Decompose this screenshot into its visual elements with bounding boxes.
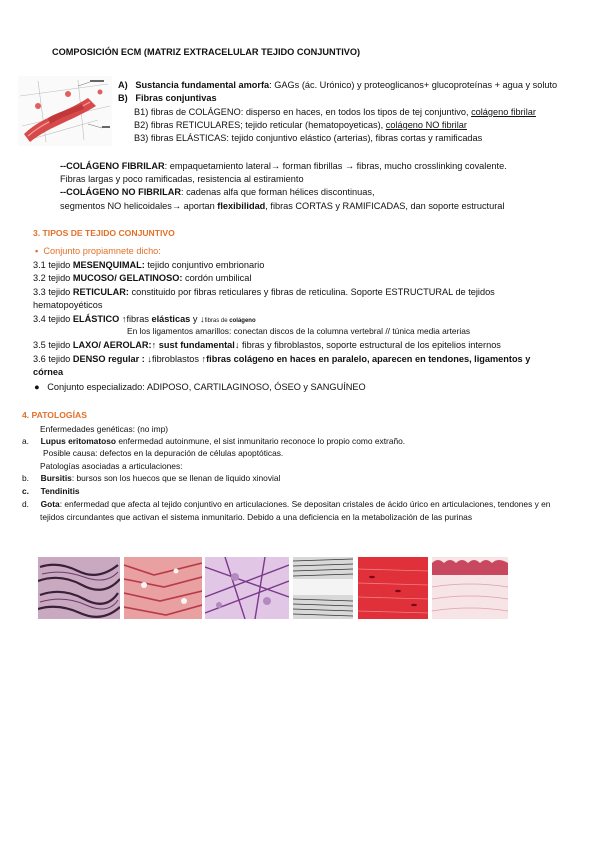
tipo-3-6-line2: córnea <box>33 367 64 377</box>
pat-b-bold: Bursitis <box>40 473 72 483</box>
colageno-no-fibrilar <box>60 186 375 198</box>
t31-a: 3.1 tejido <box>33 260 73 270</box>
t35-c: ↑ <box>151 340 159 350</box>
patologia-b <box>22 473 280 484</box>
patologias-asociadas: Patologías asociadas a articulaciones: <box>40 461 183 471</box>
nofib-line2-a: segmentos NO helicoidales→ aportan <box>60 201 218 211</box>
pat-d-text: : enfermedad que afecta al tejido conjuntivo en articulaciones. Se depositan cristales de ácido úrico en articulaciones, tendones y en <box>59 499 551 509</box>
histology-denso-image <box>432 557 508 619</box>
t31-c: tejido conjuntivo embrionario <box>144 260 265 270</box>
tipo-3-3-line2: hematopoyéticos <box>33 300 103 310</box>
patologia-a <box>22 436 405 447</box>
ecm-b1-underlined: colágeno fibrilar <box>471 107 536 117</box>
pat-b-text: : bursos son los huecos que se llenan de liquido xinovial <box>71 473 281 483</box>
nofib-line2-b: flexibilidad <box>217 201 266 211</box>
t35-a: 3.5 tejido <box>33 340 73 350</box>
t35-d: sust fundamental <box>158 340 235 350</box>
t32-c: cordón umbilical <box>182 273 252 283</box>
marker-pat-c: c. <box>22 486 29 496</box>
colageno-no-fibrilar-bold: --COLÁGENO NO FIBRILAR <box>60 187 181 197</box>
pat-a-bold: Lupus eritomatoso <box>40 436 117 446</box>
t32-b: MUCOSO/ GELATINOSO: <box>72 273 183 283</box>
patologia-d <box>22 499 550 510</box>
propiamente-text: Conjunto propiamnete dicho: <box>43 246 161 256</box>
ecm-a-text: : GAGs (ác. Urónico) y proteoglicanos+ glucoproteínas + agua y soluto <box>269 80 558 90</box>
t34-d: elásticas <box>151 314 191 324</box>
t35-b: LAXO/ AEROLAR: <box>72 340 152 350</box>
nofib-line2-c: , fibras CORTAS y RAMIFICADAS, dan soporte estructural <box>265 201 505 211</box>
ecm-item-a <box>118 79 557 91</box>
bullet-dot-icon: ● <box>34 382 40 392</box>
colageno-fibrilar-line2: Fibras largas y poco ramificadas, resistencia al estiramiento <box>60 174 304 184</box>
ecm-b2-underlined: colágeno NO fibrilar <box>385 120 467 130</box>
colageno-no-fibrilar-text: : cadenas alfa que forman hélices discontinuas, <box>180 187 375 197</box>
ecm-b2-text: B2) fibras RETICULARES; tejido reticular (hematopoyeticas), <box>134 120 386 130</box>
histology-mucoso-image <box>124 557 202 619</box>
t33-a: 3.3 tejido <box>33 287 73 297</box>
t36-d: ↑fibras colágeno en haces en paralelo, aparecen en tendones, ligamentos y <box>201 354 531 364</box>
enfermedades-geneticas: Enfermedades genéticas: (no imp) <box>40 424 169 434</box>
t36-a: 3.6 tejido <box>33 354 73 364</box>
patologia-a-line2: Posible causa: defectos en la depuración de células apoptóticas. <box>43 448 284 458</box>
page-title: COMPOSICIÓN ECM (MATRIZ EXTRACELULAR TEJIDO CONJUNTIVO) <box>52 47 361 57</box>
histology-reticular-image <box>205 557 289 619</box>
tipo-3-1 <box>33 259 264 271</box>
collagen-fiber-diagram <box>18 76 112 146</box>
t34-a: 3.4 tejido <box>33 314 73 324</box>
t35-e: ↓ fibras y fibroblastos, soporte estructural de los epitelios internos <box>234 340 501 350</box>
t33-b: RETICULAR: <box>72 287 129 297</box>
tipo-3-3 <box>33 286 495 298</box>
t34-g: colágeno <box>229 318 256 324</box>
marker-pat-b: b. <box>22 473 29 483</box>
tipo-3-6 <box>33 353 530 365</box>
histology-elastico-image <box>293 557 353 619</box>
especializado-bullet <box>34 381 366 393</box>
square-bullet-icon: ▪ <box>35 246 39 256</box>
especializado-text: Conjunto especializado: ADIPOSO, CARTILAGINOSO, ÓSEO y SANGUÍNEO <box>47 382 366 392</box>
t33-c: constituido por fibras reticulares y fibras de reticulina. Soporte ESTRUCTURAL de tejidos <box>128 287 495 297</box>
histology-mesenquimal-image <box>38 557 120 619</box>
tipo-3-4 <box>33 313 256 327</box>
pat-c-bold: Tendinitis <box>40 486 80 496</box>
ecm-b-bold: Fibras conjuntivas <box>135 93 217 103</box>
tipo-3-5 <box>33 339 501 351</box>
marker-pat-d: d. <box>22 499 29 509</box>
t36-c: ↓fibroblastos <box>144 354 202 364</box>
colageno-fibrilar-bold: --COLÁGENO FIBRILAR <box>60 161 165 171</box>
pat-d-bold: Gota <box>40 499 60 509</box>
ecm-b1-text: B1) fibras de COLÁGENO: disperso en haces, en todos los tipos de tej conjuntivo, <box>134 107 472 117</box>
t32-a: 3.2 tejido <box>33 273 73 283</box>
colageno-fibrilar-text: : empaquetamiento lateral→ forman fibrillas → fibras, mucho crosslinking covalente. <box>164 161 507 171</box>
marker-a: A) <box>118 80 128 90</box>
section-heading-patologias: 4. PATOLOGÍAS <box>22 410 87 420</box>
t34-c: ↑fibras <box>119 314 152 324</box>
ecm-item-b <box>118 92 217 104</box>
section-heading-tipos: 3. TIPOS DE TEJIDO CONJUNTIVO <box>33 228 175 238</box>
t34-b: ELÁSTICO <box>72 314 120 324</box>
ecm-b3: B3) fibras ELÁSTICAS: tejido conjuntivo elástico (arterias), fibras cortas y ramificadas <box>134 133 483 143</box>
tipo-3-2 <box>33 272 251 284</box>
pat-a-text: enfermedad autoinmune, el sist inmunitario reconoce lo propio como extraño. <box>116 436 406 446</box>
t34-f: fibras de <box>204 318 230 324</box>
patologia-c <box>22 486 80 497</box>
ecm-a-bold: Sustancia fundamental amorfa <box>135 80 270 90</box>
colageno-fibrilar <box>60 160 507 172</box>
ecm-b2 <box>134 119 467 131</box>
marker-pat-a: a. <box>22 436 29 446</box>
colageno-no-fibrilar-line2 <box>60 200 504 212</box>
propiamente-bullet <box>35 245 161 257</box>
tipo-3-4-line2: En los ligamentos amarillos: conectan discos de la columna vertebral // túnica media arterias <box>127 326 471 336</box>
patologia-d-line2: tejidos circundantes que activan el sistema inmunitario. Debido a una deficiencia en la metabolización de las purinas <box>40 512 473 522</box>
marker-b: B) <box>118 93 128 103</box>
t36-b: DENSO regular : <box>72 354 145 364</box>
t31-b: MESENQUIMAL: <box>72 260 145 270</box>
t34-e: y ↓ <box>190 314 205 324</box>
ecm-b1 <box>134 106 536 118</box>
histology-laxo-image <box>358 557 428 619</box>
